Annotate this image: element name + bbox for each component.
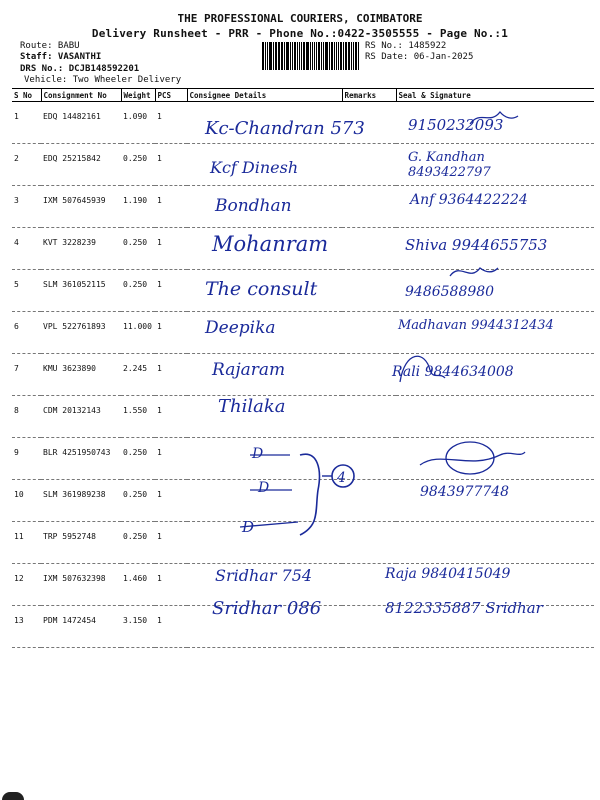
cell-consignment-no: BLR 4251950743 bbox=[41, 438, 121, 480]
cell-sno: 6 bbox=[12, 312, 41, 354]
signature-scribble-5 bbox=[450, 268, 498, 276]
dash-mark-11 bbox=[240, 522, 298, 527]
handwritten-consignee-10: D bbox=[258, 480, 270, 496]
cell-consignment-no: KVT 3228239 bbox=[41, 228, 121, 270]
cell-sno: 9 bbox=[12, 438, 41, 480]
route-label: Route: BABU bbox=[20, 41, 80, 51]
cell-weight: 0.250 bbox=[121, 228, 155, 270]
handwritten-consignee-11: D bbox=[242, 518, 255, 536]
handwritten-consignee-12: Sridhar 754 bbox=[215, 566, 313, 585]
handwritten-signature-7: Rali 9844634008 bbox=[392, 364, 514, 380]
cell-pcs: 1 bbox=[155, 438, 187, 480]
handwritten-consignee-7: Rajaram bbox=[212, 360, 286, 380]
cell-sno: 13 bbox=[12, 606, 41, 648]
cell-sno: 1 bbox=[12, 102, 41, 144]
cell-pcs: 1 bbox=[155, 186, 187, 228]
col-header-consignment: Consignment No bbox=[41, 89, 121, 102]
cell-weight: 0.250 bbox=[121, 144, 155, 186]
handwritten-consignee-3: Bondhan bbox=[215, 196, 292, 216]
bracket-line bbox=[300, 454, 319, 535]
cell-consignment-no: IXM 507632398 bbox=[41, 564, 121, 606]
document-subtitle: Delivery Runsheet - PRR - Phone No.:0422-3505555 - Page No.:1 bbox=[91, 27, 509, 40]
handwritten-signature-3: Anf 9364422224 bbox=[410, 192, 528, 208]
scan-edge-mark bbox=[2, 792, 24, 800]
handwritten-consignee-8: Thilaka bbox=[218, 396, 286, 417]
cell-pcs: 1 bbox=[155, 606, 187, 648]
handwritten-signature-6: Madhavan 9944312434 bbox=[398, 318, 554, 333]
cell-consignment-no: SLM 361989238 bbox=[41, 480, 121, 522]
col-header-sno: S No bbox=[12, 89, 41, 102]
cell-pcs: 1 bbox=[155, 480, 187, 522]
col-header-signature: Seal & Signature bbox=[396, 89, 594, 102]
cell-pcs: 1 bbox=[155, 312, 187, 354]
cell-consignment-no: CDM 20132143 bbox=[41, 396, 121, 438]
cell-sno: 7 bbox=[12, 354, 41, 396]
handwritten-consignee-4: Mohanram bbox=[212, 232, 329, 256]
handwritten-signature-1: 9150232093 bbox=[408, 116, 504, 134]
cell-weight: 1.090 bbox=[121, 102, 155, 144]
cell-consignment-no: TRP 5952748 bbox=[41, 522, 121, 564]
cell-pcs: 1 bbox=[155, 102, 187, 144]
cell-sno: 2 bbox=[12, 144, 41, 186]
cell-sno: 12 bbox=[12, 564, 41, 606]
cell-consignment-no: EDQ 14482161 bbox=[41, 102, 121, 144]
handwritten-signature-12: Raja 9840415049 bbox=[385, 566, 511, 582]
cell-pcs: 1 bbox=[155, 564, 187, 606]
handwritten-consignee-1: Kc-Chandran 573 bbox=[205, 118, 365, 139]
cell-weight: 11.000 bbox=[121, 312, 155, 354]
col-header-pcs: PCS bbox=[155, 89, 187, 102]
cell-sno: 10 bbox=[12, 480, 41, 522]
cell-consignment-no: SLM 361052115 bbox=[41, 270, 121, 312]
staff-label: Staff: VASANTHI bbox=[20, 52, 102, 62]
cell-sno: 5 bbox=[12, 270, 41, 312]
cell-weight: 0.250 bbox=[121, 270, 155, 312]
cell-pcs: 1 bbox=[155, 228, 187, 270]
cell-weight: 1.460 bbox=[121, 564, 155, 606]
col-header-remarks: Remarks bbox=[342, 89, 396, 102]
cell-pcs: 1 bbox=[155, 354, 187, 396]
col-header-consignee: Consignee Details bbox=[187, 89, 342, 102]
handwritten-consignee-5: The consult bbox=[205, 278, 318, 300]
cell-consignment-no: KMU 3623890 bbox=[41, 354, 121, 396]
col-header-weight: Weight bbox=[121, 89, 155, 102]
cell-sno: 4 bbox=[12, 228, 41, 270]
document-title: THE PROFESSIONAL COURIERS, COIMBATORE bbox=[177, 12, 423, 25]
cell-weight: 0.250 bbox=[121, 522, 155, 564]
bracket-note: 4 bbox=[337, 470, 346, 486]
handwritten-consignee-9: D bbox=[252, 446, 264, 462]
handwritten-consignee-13: Sridhar 086 bbox=[212, 598, 322, 619]
cell-pcs: 1 bbox=[155, 270, 187, 312]
cell-sno: 3 bbox=[12, 186, 41, 228]
cell-consignment-no: IXM 507645939 bbox=[41, 186, 121, 228]
cell-consignment-no: EDQ 25215842 bbox=[41, 144, 121, 186]
cell-consignment-no: VPL 522761893 bbox=[41, 312, 121, 354]
cell-weight: 1.550 bbox=[121, 396, 155, 438]
handwritten-signature-5: 9486588980 bbox=[405, 284, 495, 300]
rs-number: RS No.: 1485922 bbox=[365, 41, 447, 51]
seal-scribble-10 bbox=[446, 442, 494, 474]
handwritten-signature-13: 8122335887 Sridhar bbox=[385, 599, 543, 617]
handwritten-signature-2: G. Kandhan 8493422797 bbox=[408, 150, 491, 180]
cell-weight: 0.250 bbox=[121, 438, 155, 480]
cell-sno: 8 bbox=[12, 396, 41, 438]
handwritten-consignee-2: Kcf Dinesh bbox=[210, 158, 299, 177]
signature-scribble-10 bbox=[420, 452, 525, 465]
cell-pcs: 1 bbox=[155, 522, 187, 564]
cell-weight: 1.190 bbox=[121, 186, 155, 228]
signature-scribble-7 bbox=[400, 356, 445, 382]
cell-weight: 3.150 bbox=[121, 606, 155, 648]
handwritten-consignee-6: Deepika bbox=[205, 318, 276, 338]
handwritten-signature-4: Shiva 9944655753 bbox=[405, 236, 548, 254]
cell-consignment-no: PDM 1472454 bbox=[41, 606, 121, 648]
cell-weight: 2.245 bbox=[121, 354, 155, 396]
cell-weight: 0.250 bbox=[121, 480, 155, 522]
handwritten-signature-9: 9843977748 bbox=[420, 484, 510, 500]
vehicle-label: Vehicle: Two Wheeler Delivery bbox=[24, 75, 182, 85]
signature-scribble-1 bbox=[470, 112, 518, 124]
drs-number: DRS No.: DCJB148592201 bbox=[20, 64, 140, 74]
cell-pcs: 1 bbox=[155, 396, 187, 438]
rs-date: RS Date: 06-Jan-2025 bbox=[365, 52, 474, 62]
cell-pcs: 1 bbox=[155, 144, 187, 186]
cell-sno: 11 bbox=[12, 522, 41, 564]
